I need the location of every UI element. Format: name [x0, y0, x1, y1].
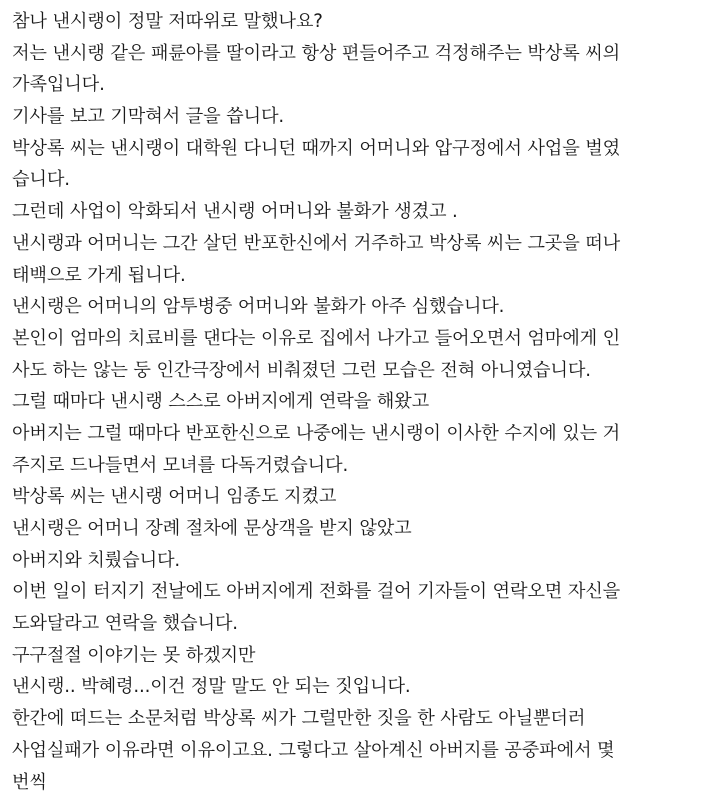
text-line: 한간에 떠드는 소문처럼 박상록 씨가 그럴만한 짓을 한 사람도 아닐뿐더러: [12, 708, 586, 730]
text-line: 본인이 엄마의 치료비를 댄다는 이유로 집에서 나가고 들어오면서 엄마에게 인: [12, 327, 621, 349]
text-line: 태백으로 가게 됩니다.: [12, 264, 186, 286]
text-line: 박상록 씨는 낸시랭 어머니 임종도 지켰고: [12, 486, 337, 508]
text-line: 습니다.: [12, 169, 70, 191]
text-line: 참나 낸시랭이 정말 저따위로 말했나요?: [12, 11, 323, 32]
text-line: 이번 일이 터지기 전날에도 아버지에게 전화를 걸어 기자들이 연락오면 자신을: [12, 581, 621, 603]
text-line: 낸시랭.. 박혜령...이건 정말 말도 안 되는 짓입니다.: [12, 676, 411, 698]
text-line: 사도 하는 않는 둥 인간극장에서 비춰졌던 그런 모습은 전혀 아니였습니다.: [12, 359, 591, 381]
text-line: 기사를 보고 기막혀서 글을 씁니다.: [12, 106, 285, 128]
text-line: 아버지와 치뤘습니다.: [12, 549, 181, 571]
text-line: 낸시랭은 어머니의 암투병중 어머니와 불화가 아주 심했습니다.: [12, 296, 505, 318]
text-line: 낸시랭과 어머니는 그간 살던 반포한신에서 거주하고 박상록 씨는 그곳을 떠나: [12, 232, 621, 254]
text-line: 구구절절 이야기는 못 하겠지만: [12, 644, 256, 666]
text-line: 주지로 드나들면서 모녀를 다독거렸습니다.: [12, 454, 349, 476]
text-line: 낸시랭은 어머니 장례 절차에 문상객을 받지 않았고: [12, 518, 412, 539]
text-line: 저는 낸시랭 같은 패륜아를 딸이라고 항상 편들어주고 걱정해주는 박상록 씨의: [12, 42, 621, 64]
text-line: 아버지는 그럴 때마다 반포한신으로 나중에는 낸시랭이 이사한 수지에 있는 거: [12, 422, 621, 444]
text-line: 그런데 사업이 악화되서 낸시랭 어머니와 불화가 생겼고 .: [12, 201, 458, 223]
text-line: 사업실패가 이유라면 이유이고요. 그렇다고 살아계신 아버지를 공중파에서 몇: [12, 739, 615, 761]
text-line: 도와달라고 연락을 했습니다.: [12, 613, 238, 635]
text-line: 번씩: [12, 771, 47, 793]
text-line: 박상록 씨는 낸시랭이 대학원 다니던 때까지 어머니와 압구정에서 사업을 벌였: [12, 137, 621, 159]
text-line: 가족입니다.: [12, 74, 105, 96]
text-line: 그럴 때마다 낸시랭 스스로 아버지에게 연락을 해왔고: [12, 391, 430, 413]
